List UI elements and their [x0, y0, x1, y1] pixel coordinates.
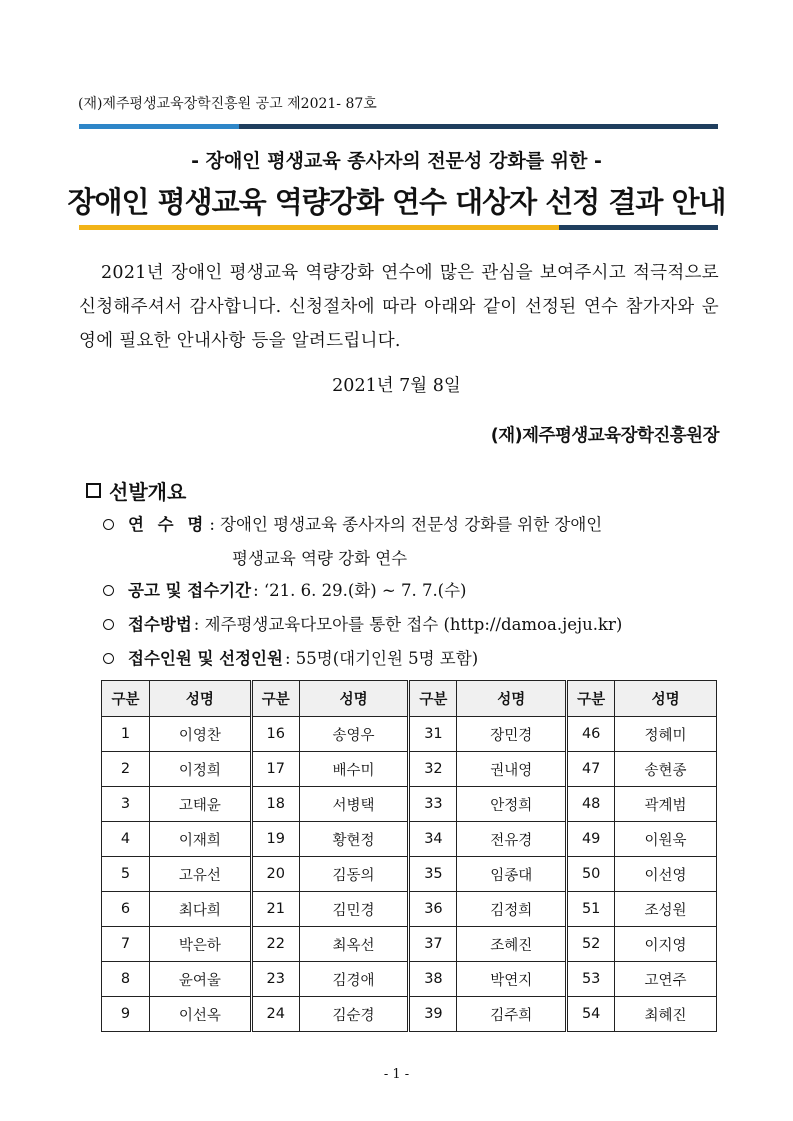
- table-cell: 이지영: [615, 927, 717, 962]
- table-cell: 48: [567, 787, 615, 822]
- table-cell: 김동의: [299, 857, 409, 892]
- table-cell: 김순경: [299, 997, 409, 1032]
- overview-item-method: [103, 611, 622, 635]
- table-cell: 38: [409, 962, 457, 997]
- table-cell: 고태윤: [149, 787, 251, 822]
- table-cell: 39: [409, 997, 457, 1032]
- table-cell: 박연지: [457, 962, 567, 997]
- notice-date: 2021년 7월 8일: [332, 376, 461, 396]
- table-header-row: [102, 681, 717, 717]
- table-cell: 최다희: [149, 892, 251, 927]
- table-cell: 2: [102, 752, 150, 787]
- table-cell: 윤여울: [149, 962, 251, 997]
- table-cell: 송영우: [299, 717, 409, 752]
- bottom-divider-navy: [559, 225, 718, 230]
- table-cell: 16: [251, 717, 299, 752]
- table-cell: 32: [409, 752, 457, 787]
- table-cell: 34: [409, 822, 457, 857]
- table-cell: 김정희: [457, 892, 567, 927]
- table-cell: 4: [102, 822, 150, 857]
- column-header: 성명: [615, 681, 717, 717]
- item-label: 공고 및 접수기간: [128, 581, 252, 600]
- table-cell: 47: [567, 752, 615, 787]
- table-cell: 조혜진: [457, 927, 567, 962]
- notice-number: (재)제주평생교육장학진흥원 공고 제2021- 87호: [78, 96, 377, 112]
- section-title: 선발개요: [109, 480, 187, 504]
- table-cell: 21: [251, 892, 299, 927]
- table-cell: 장민경: [457, 717, 567, 752]
- column-header: 구분: [251, 681, 299, 717]
- table-cell: 17: [251, 752, 299, 787]
- selected-participants-table: [101, 680, 717, 1032]
- table-cell: 고연주: [615, 962, 717, 997]
- table-cell: 송현종: [615, 752, 717, 787]
- table-cell: 1: [102, 717, 150, 752]
- table-cell: 고유선: [149, 857, 251, 892]
- circle-bullet-icon: [103, 585, 114, 596]
- table-cell: 조성원: [615, 892, 717, 927]
- table-cell: 곽계범: [615, 787, 717, 822]
- table-cell: 23: [251, 962, 299, 997]
- table-row: [102, 752, 717, 787]
- overview-item-course-continued: 평생교육 역량 강화 연수: [232, 549, 408, 568]
- bottom-divider-bar: [79, 225, 718, 230]
- table-cell: 36: [409, 892, 457, 927]
- table-cell: 46: [567, 717, 615, 752]
- top-divider-bar: [79, 124, 718, 129]
- table-cell: 51: [567, 892, 615, 927]
- table-cell: 24: [251, 997, 299, 1032]
- item-value: : 장애인 평생교육 종사자의 전문성 강화를 위한 장애인: [209, 515, 603, 534]
- table-cell: 최혜진: [615, 997, 717, 1032]
- table-cell: 20: [251, 857, 299, 892]
- table-cell: 안정희: [457, 787, 567, 822]
- item-value: : 제주평생교육다모아를 통한 접수 (http://damoa.jeju.kr): [193, 615, 623, 634]
- table-cell: 박은하: [149, 927, 251, 962]
- table-cell: 최옥선: [299, 927, 409, 962]
- table-cell: 53: [567, 962, 615, 997]
- column-header: 구분: [567, 681, 615, 717]
- overview-item-period: [103, 577, 467, 601]
- item-label: 접수방법: [128, 615, 192, 634]
- section-heading: [86, 476, 186, 505]
- bottom-divider-gold: [79, 225, 559, 230]
- top-divider-blue: [79, 124, 239, 129]
- table-cell: 서병택: [299, 787, 409, 822]
- intro-paragraph: 2021년 장애인 평생교육 역량강화 연수에 많은 관심을 보여주시고 적극적으로 신청해주셔서 감사합니다. 신청절차에 따라 아래와 같이 선정된 연수 참가자와 운영에 필요한 안내사항 등을 알려드립니다.: [79, 263, 719, 351]
- table-cell: 김민경: [299, 892, 409, 927]
- table-cell: 전유경: [457, 822, 567, 857]
- column-header: 구분: [102, 681, 150, 717]
- table-row: [102, 787, 717, 822]
- table-row: [102, 822, 717, 857]
- table-cell: 3: [102, 787, 150, 822]
- circle-bullet-icon: [103, 519, 114, 530]
- table-cell: 19: [251, 822, 299, 857]
- issuer-name: (재)제주평생교육장학진흥원장: [490, 426, 719, 446]
- column-header: 구분: [409, 681, 457, 717]
- table-cell: 7: [102, 927, 150, 962]
- table-cell: 김주희: [457, 997, 567, 1032]
- table-cell: 황현정: [299, 822, 409, 857]
- table-row: [102, 857, 717, 892]
- table-cell: 35: [409, 857, 457, 892]
- table-cell: 이재희: [149, 822, 251, 857]
- table-cell: 배수미: [299, 752, 409, 787]
- overview-item-headcount: [103, 645, 478, 669]
- table-cell: 이원욱: [615, 822, 717, 857]
- table-cell: 이선영: [615, 857, 717, 892]
- table-cell: 이정희: [149, 752, 251, 787]
- table-cell: 49: [567, 822, 615, 857]
- subtitle: - 장애인 평생교육 종사자의 전문성 강화를 위한 -: [191, 150, 602, 172]
- table-cell: 33: [409, 787, 457, 822]
- page-number: - 1 -: [383, 1067, 410, 1082]
- table-cell: 37: [409, 927, 457, 962]
- table-cell: 5: [102, 857, 150, 892]
- circle-bullet-icon: [103, 653, 114, 664]
- column-header: 성명: [457, 681, 567, 717]
- column-header: 성명: [299, 681, 409, 717]
- table-cell: 임종대: [457, 857, 567, 892]
- table-row: [102, 717, 717, 752]
- table-row: [102, 962, 717, 997]
- table-cell: 이영찬: [149, 717, 251, 752]
- table-cell: 50: [567, 857, 615, 892]
- table-cell: 김경애: [299, 962, 409, 997]
- table-row: [102, 927, 717, 962]
- table-cell: 18: [251, 787, 299, 822]
- column-header: 성명: [149, 681, 251, 717]
- page-title: 장애인 평생교육 역량강화 연수 대상자 선정 결과 안내: [67, 185, 726, 219]
- table-cell: 8: [102, 962, 150, 997]
- table-row: [102, 892, 717, 927]
- item-label: 연 수 명: [128, 515, 208, 534]
- top-divider-navy: [239, 124, 718, 129]
- table-cell: 이선옥: [149, 997, 251, 1032]
- table-cell: 6: [102, 892, 150, 927]
- table-cell: 정혜미: [615, 717, 717, 752]
- item-value: : ‘21. 6. 29.(화) ~ 7. 7.(수): [253, 581, 467, 600]
- table-cell: 권내영: [457, 752, 567, 787]
- checkbox-icon: [86, 483, 101, 498]
- item-value: : 55명(대기인원 5명 포함): [284, 649, 479, 668]
- table-cell: 52: [567, 927, 615, 962]
- table-cell: 54: [567, 997, 615, 1032]
- circle-bullet-icon: [103, 619, 114, 630]
- item-label: 접수인원 및 선정인원: [128, 649, 283, 668]
- overview-item-course: [103, 511, 602, 535]
- table-cell: 9: [102, 997, 150, 1032]
- table-cell: 22: [251, 927, 299, 962]
- table-cell: 31: [409, 717, 457, 752]
- table-row: [102, 997, 717, 1032]
